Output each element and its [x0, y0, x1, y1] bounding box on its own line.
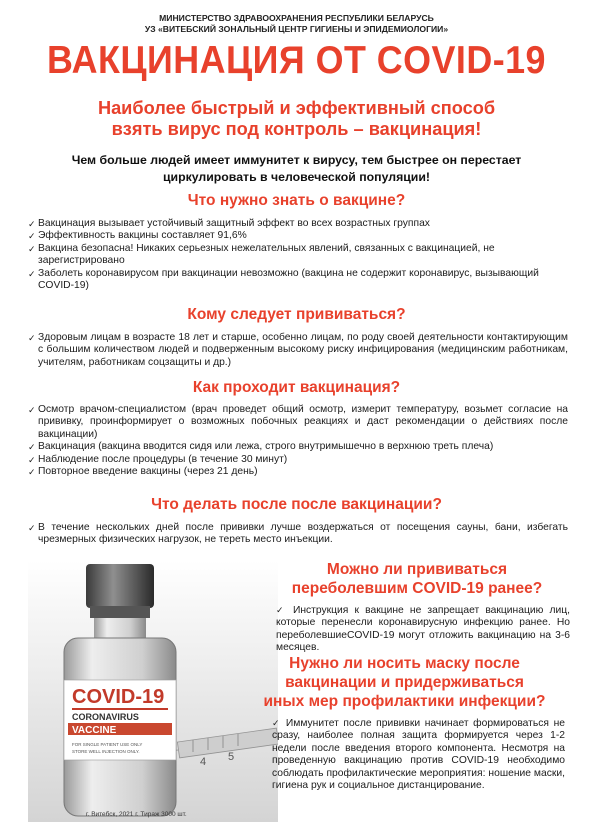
list-item: ✓ Инструкция к вакцине не запрещает вакцинацию лиц, которые перенесли коронавирусную инфекцию ранее. Но переболевшиеCOVID-19 могут отложить вакцинацию на 3-6 месяцев.: [276, 605, 570, 654]
list-item: ✓ Повторное введение вакцины (через 21 день): [28, 466, 258, 478]
who-list: [28, 332, 568, 369]
check-icon: ✓: [28, 467, 36, 478]
list-item: ✓ Осмотр врачом-специалистом (врач проведет общий осмотр, измерит температуру, возьмет согласие на прививку, проинформирует о возможных побочных реакциях и даст рекомендации о действиях после вакцинации): [28, 404, 568, 440]
section-heading-how: Как проходит вакцинация?: [192, 379, 401, 396]
section-heading-who: Кому следует прививаться?: [187, 306, 406, 323]
check-icon: ✓: [28, 523, 36, 533]
vial-label-sub: CORONAVIRUS: [72, 712, 139, 722]
list-item: ✓ Эффективность вакцины составляет 91,6%: [28, 230, 247, 242]
syringe-mark: 4: [200, 756, 207, 768]
check-icon: ✓: [28, 243, 36, 254]
vial-label-small: FOR SINGLE PATIENT USE ONLY: [72, 742, 143, 747]
check-icon: ✓: [28, 219, 36, 229]
subtitle: [20, 98, 573, 140]
check-icon: ✓: [28, 454, 36, 465]
vial-label-vaccine: VACCINE: [72, 725, 117, 736]
print-imprint: г. Витебск, 2021 г. Тираж 3000 шт.: [86, 811, 187, 818]
lead-line: Чем больше людей имеет иммунитет к вирусу, тем быстрее он перестает: [71, 153, 522, 167]
page-title: ВАКЦИНАЦИЯ ОТ COVID-19: [47, 39, 546, 82]
section-heading-know: Что нужно знать о вакцине?: [187, 192, 406, 209]
subtitle-line: взять вирус под контроль – вакцинация!: [111, 119, 482, 139]
subtitle-line: Наиболее быстрый и эффективный способ: [97, 98, 496, 118]
list-item: ✓ Здоровым лицам в возрасте 18 лет и старше, особенно лицам, по роду своей деятельности контактирующим с большим количеством людей и подверженным высокому риску инфицирования (медицинским работникам, учителям, работникам соцзащиты и др.): [28, 332, 568, 368]
lead-text: [30, 152, 563, 186]
ministry-header: [0, 13, 593, 35]
vial-label-small: STORE WELL INJECTION ONLY.: [72, 749, 140, 754]
list-item: ✓ Иммунитет после прививки начинает формироваться не сразу, наиболее полная защита формируется через 1-2 недели после введения второго компонента. Несмотря на проведенную вакцинацию против COVID-19 необходимо соблюдать профилактические мероприятия: ношение маски, гигиена рук и социальное дистанцирование.: [272, 718, 565, 792]
list-item: ✓ В течение нескольких дней после прививки лучше воздержаться от посещения сауны, бани, избегать чрезмерных физических нагрузок, не тереть место инъекции.: [28, 522, 568, 546]
check-icon: ✓: [28, 333, 36, 343]
know-list: [28, 218, 568, 292]
vial-label-title: COVID-19: [72, 686, 165, 708]
how-list: [28, 404, 568, 478]
recovered-section: [262, 560, 572, 655]
section-heading-mask: Нужно ли носить маску после вакцинации и придерживаться иных мер профилактики инфекции?: [263, 655, 546, 710]
ministry-line: МИНИСТЕРСТВО ЗДРАВООХРАНЕНИЯ РЕСПУБЛИКИ БЕЛАРУСЬ: [159, 13, 434, 23]
check-icon: ✓: [28, 442, 36, 453]
check-icon: ✓: [276, 605, 287, 615]
list-item: ✓ Заболеть коронавирусом при вакцинации невозможно (вакцина не содержит коронавирус, вызывающий COVID-19): [28, 267, 539, 292]
list-item: ✓ Вакцинация вызывает устойчивый защитный эффект во всех возрастных группах: [28, 218, 430, 229]
syringe-mark: 5: [228, 751, 235, 763]
institution-line: УЗ «ВИТЕБСКИЙ ЗОНАЛЬНЫЙ ЦЕНТР ГИГИЕНЫ И ЭПИДЕМИОЛОГИИ»: [144, 24, 449, 34]
list-item: ✓ Вакцинация (вакцина вводится сидя или лежа, строго внутримышечно в верхнюю треть плеча): [28, 441, 494, 453]
check-icon: ✓: [28, 405, 36, 415]
mask-section: [232, 654, 577, 792]
section-heading-recovered: Можно ли прививаться переболевшим COVID-19 ранее?: [291, 561, 543, 597]
after-list: [28, 522, 568, 547]
list-item: ✓ Вакцина безопасна! Никаких серьезных нежелательных явлений, связанных с вакцинацией, не зарегистрировано: [28, 242, 495, 267]
list-item: ✓ Наблюдение после процедуры (в течение 30 минут): [28, 453, 288, 465]
section-heading-after: Что делать после после вакцинации?: [151, 496, 442, 513]
check-icon: ✓: [272, 718, 282, 728]
check-icon: ✓: [28, 268, 36, 279]
check-icon: ✓: [28, 231, 36, 242]
lead-line: циркулировать в человеческой популяции!: [162, 170, 431, 184]
